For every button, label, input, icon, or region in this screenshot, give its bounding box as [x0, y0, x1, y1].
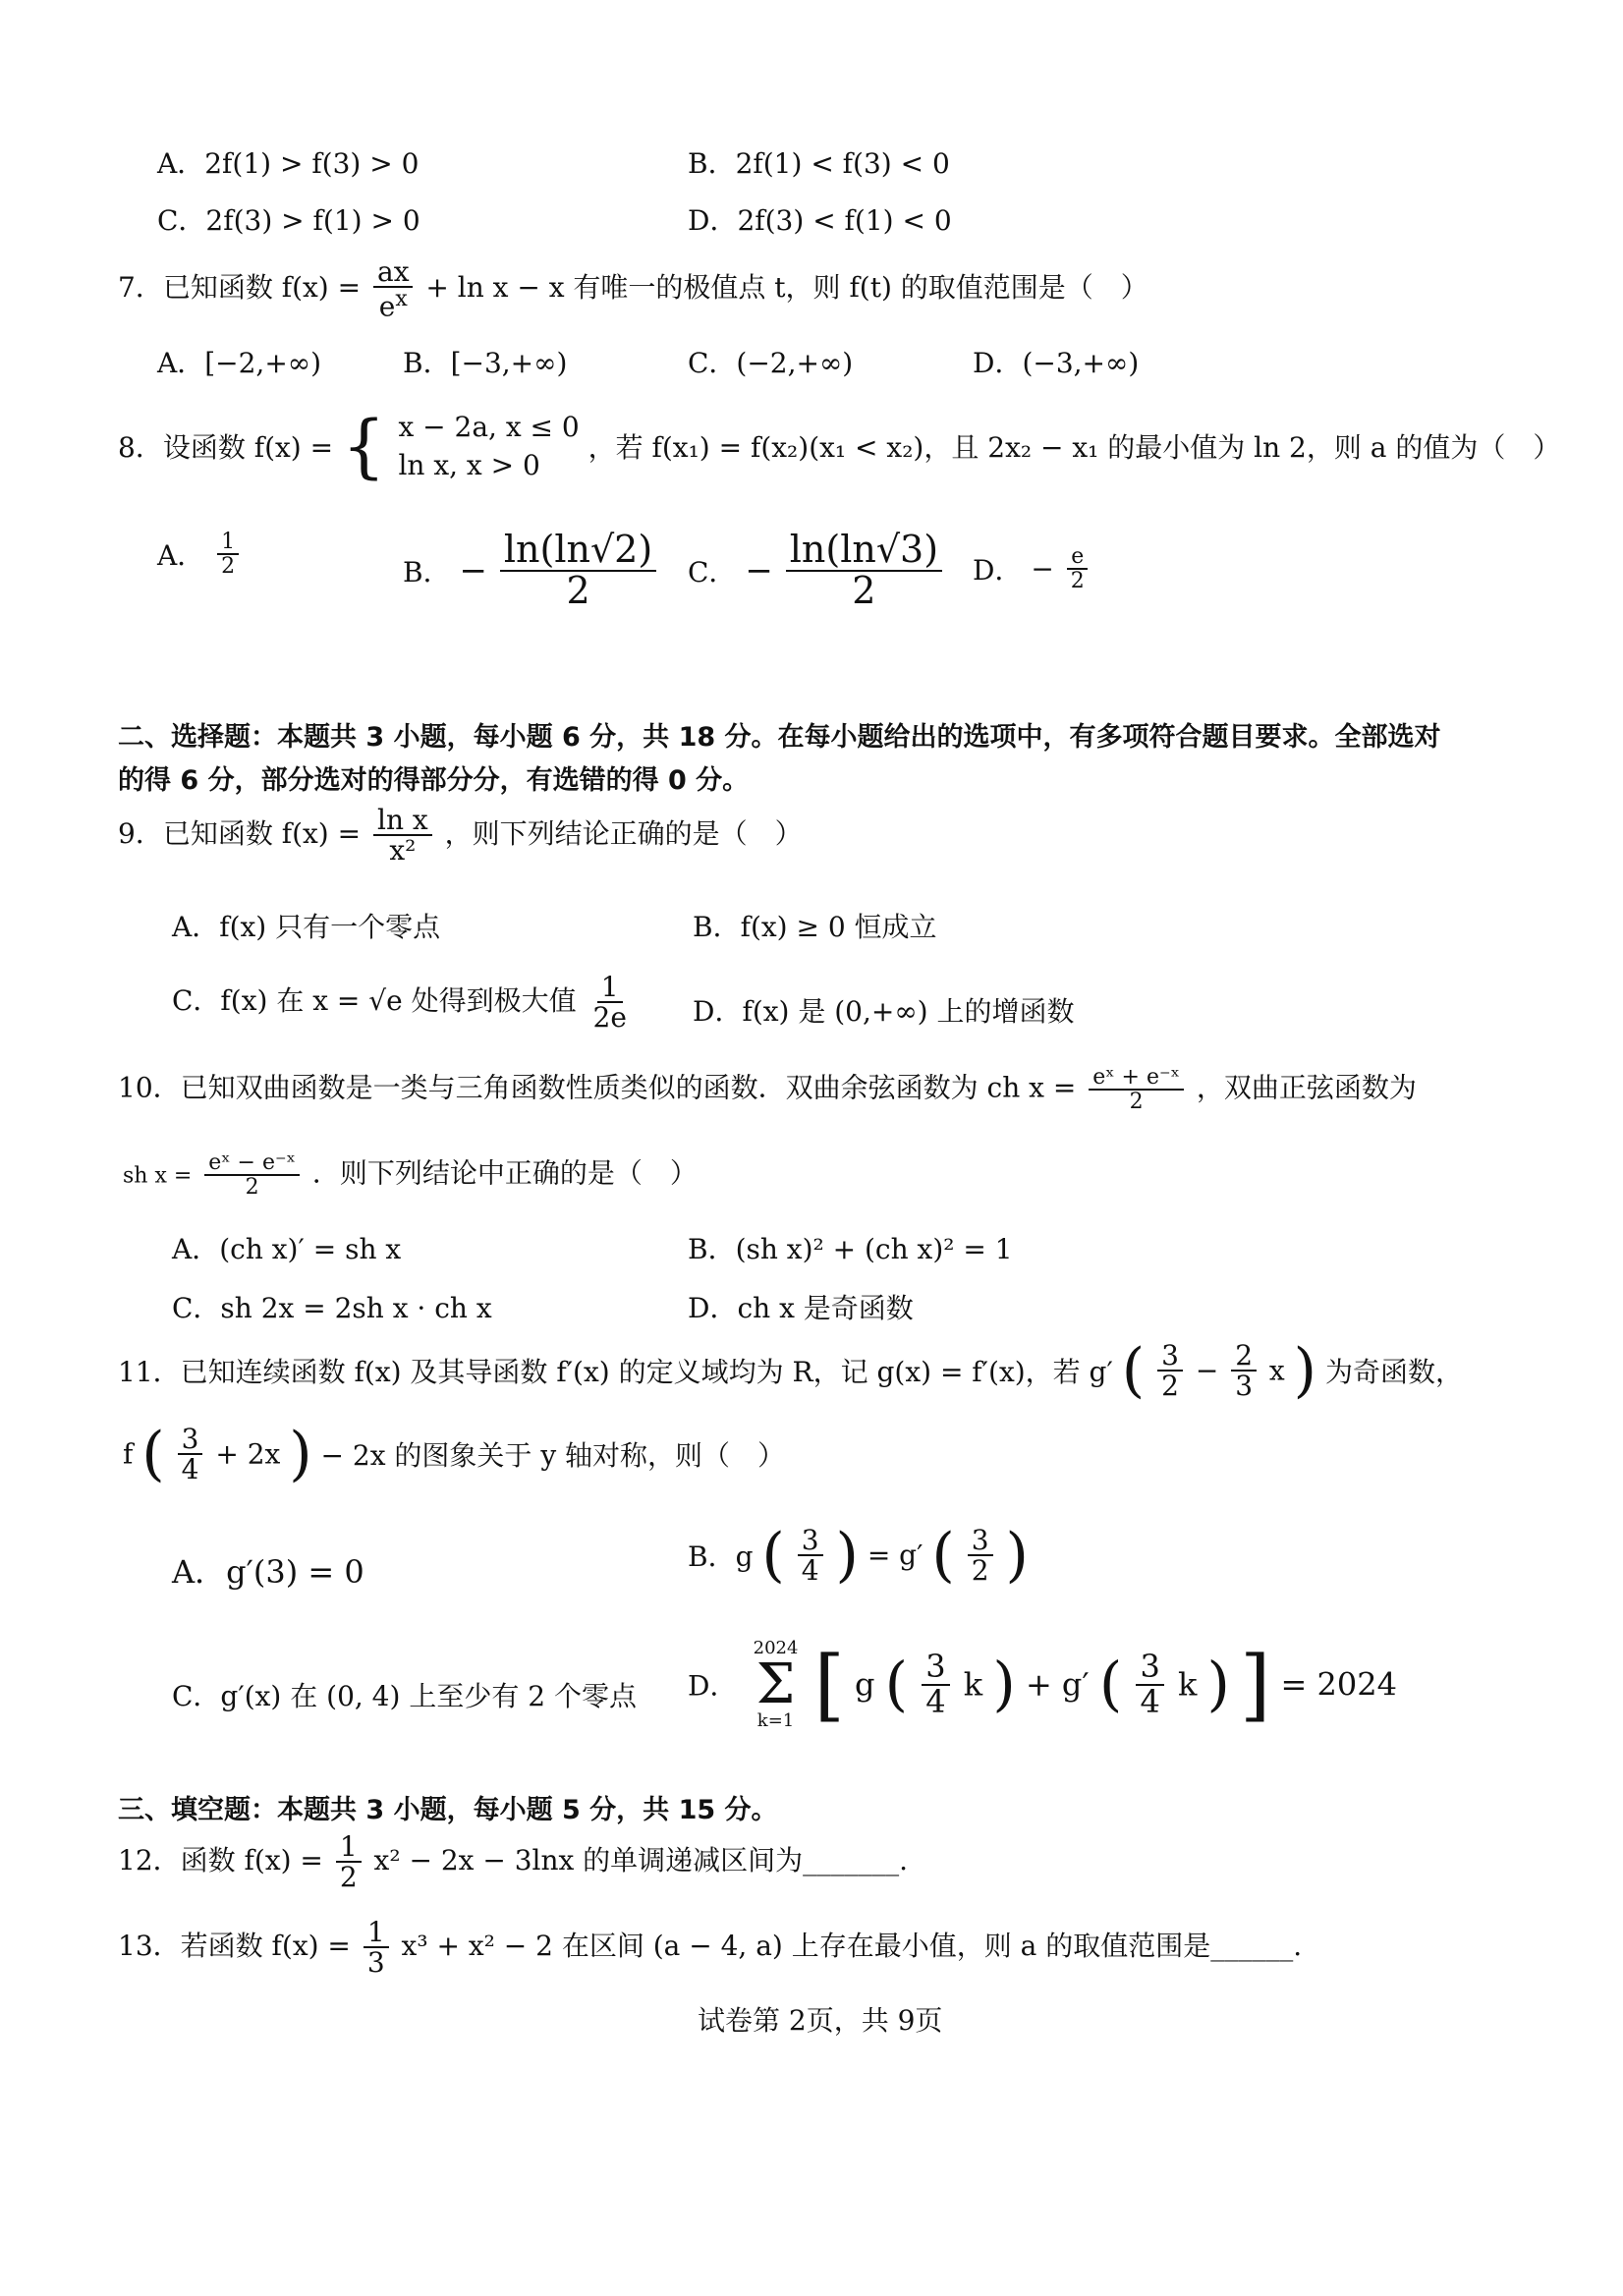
- q8-option-c: C． − $\frac{\ln(\ln√3)}{2}$: [688, 531, 946, 611]
- q10-option-d: D．ch x 是奇函数: [688, 1292, 914, 1324]
- q6-option-a: A．2f(1) > f(3) > 0: [157, 147, 420, 180]
- question-11-line1: 11．已知连续函数 f(x) 及其导函数 f′(x) 的定义域均为 R，记 g(x) = f′(x)，若 g′ ( $\frac{3}{2}$ − $\frac{2}{3}$ x ) 为奇函数，: [118, 1336, 1463, 1405]
- q7-option-c: C．(−2,+∞): [688, 347, 854, 379]
- q6-option-c: C．2f(3) > f(1) > 0: [157, 204, 420, 237]
- question-10-line1: 10．已知双曲函数是一类与三角函数性质类似的函数．双曲余弦函数为 ch x = $\frac{\text{eˣ + e⁻ˣ}}{2}$ ，双曲正弦函数为: [118, 1065, 1417, 1115]
- q9-option-a: A．f(x) 只有一个零点: [172, 911, 441, 943]
- q10-option-b: B．(sh x)² + (ch x)² = 1: [688, 1233, 1013, 1265]
- question-9-stem: 9．已知函数 f(x) = $\frac{\text{ln x}}{\text{x²}}$ ，则下列结论正确的是（ ）: [118, 804, 803, 868]
- section-2-heading-line2: 的得 6 分，部分选对的得部分分，有选错的得 0 分。: [118, 765, 750, 796]
- q8-option-a: A． $\frac{1}{2}$: [157, 531, 243, 578]
- q8-option-d: D． − $\frac{e}{2}$: [973, 545, 1092, 592]
- question-13: 13．若函数 f(x) = $\frac{1}{3}$ x³ + x² − 2 在区间 (a − 4, a) 上存在最小值，则 a 的取值范围是______.: [118, 1916, 1303, 1980]
- q7-option-a: A．[−2,+∞): [157, 347, 322, 379]
- q9-option-c: C．f(x) 在 x = √e 处得到极大值 $\frac{1}{2e}$: [172, 971, 627, 1035]
- q11-option-d: D． 2024 Σ k=1 [ g ( $\frac{3}{4}$ k ) + g′ ( $\frac{3}{4}$ k ) ] = 2024: [688, 1637, 1397, 1731]
- q7-option-d: D．(−3,+∞): [973, 347, 1140, 379]
- q9-option-d: D．f(x) 是 (0,+∞) 上的增函数: [693, 995, 1075, 1028]
- question-10-line2: sh x = $\frac{\text{eˣ − e⁻ˣ}}{2}$ ．则下列结论中正确的是（ ）: [123, 1150, 698, 1201]
- q11-option-b: B．g ( $\frac{3}{4}$ ) = g′ ( $\frac{3}{2}$ ): [688, 1521, 1029, 1590]
- q6-option-d: D．2f(3) < f(1) < 0: [688, 204, 952, 237]
- page-footer: 试卷第 2页，共 9页: [698, 2004, 943, 2037]
- q11-option-c: C．g′(x) 在 (0, 4) 上至少有 2 个零点: [172, 1680, 637, 1712]
- q10-option-a: A．(ch x)′ = sh x: [172, 1233, 402, 1265]
- section-2-heading-line1: 二、选择题：本题共 3 小题，每小题 6 分，共 18 分。在每小题给出的选项中，有多项符合题目要求。全部选对: [118, 722, 1441, 753]
- q6-option-b: B．2f(1) < f(3) < 0: [688, 147, 950, 180]
- question-12: 12．函数 f(x) = $\frac{1}{2}$ x² − 2x − 3lnx 的单调递减区间为_______.: [118, 1830, 909, 1894]
- question-8-stem: 8．设函数 f(x) = { x − 2a, x ≤ 0 ln x, x > 0 ，若 f(x₁) = f(x₂)(x₁ < x₂)，且 2x₂ − x₁ 的最小值为 ln 2，则 a 的值为（ ）: [118, 406, 1561, 487]
- question-11-line2: f ( $\frac{3}{4}$ + 2x ) − 2x 的图象关于 y 轴对称，则（ ）: [123, 1420, 786, 1488]
- question-7-stem: 7．已知函数 f(x) = $\frac{ax}{e^x}$ + ln x − x 有唯一的极值点 t，则 f(t) 的取值范围是（ ）: [118, 255, 1148, 323]
- q7-option-b: B．[−3,+∞): [403, 347, 568, 379]
- section-3-heading: 三、填空题：本题共 3 小题，每小题 5 分，共 15 分。: [118, 1795, 778, 1825]
- q9-option-b: B．f(x) ≥ 0 恒成立: [693, 911, 937, 943]
- q8-option-b: B． − $\frac{\ln(\ln√2)}{2}$: [403, 531, 660, 611]
- q11-option-a: A．g′(3) = 0: [172, 1553, 364, 1591]
- q10-option-c: C．sh 2x = 2sh x · ch x: [172, 1292, 492, 1324]
